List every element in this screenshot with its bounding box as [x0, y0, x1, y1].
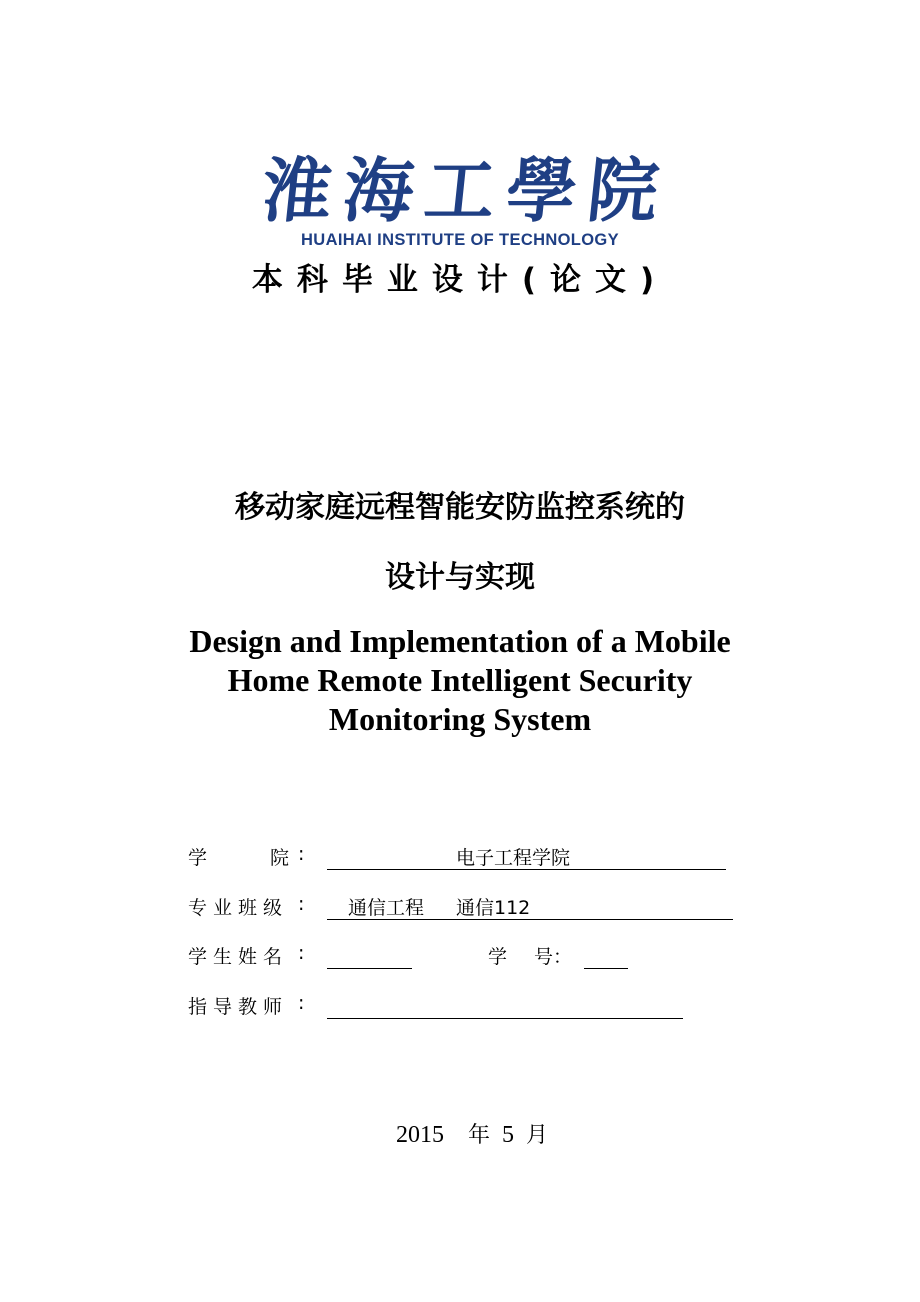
- date-year-unit: 年: [468, 1123, 491, 1148]
- chinese-title-line1: 移动家庭远程智能安防监控系统的: [235, 490, 685, 525]
- major-class-label: 专业班级: [188, 897, 289, 919]
- english-title-line2: Home Remote Intelligent Security: [227, 662, 693, 698]
- date-month: 5: [502, 1122, 515, 1148]
- submission-date: [396, 1118, 548, 1149]
- logo-char: 海: [339, 149, 418, 232]
- student-name-underline: [327, 967, 412, 969]
- advisor-underline: [327, 1017, 683, 1019]
- english-title-line3: Monitoring System: [328, 701, 592, 737]
- logo-english-name: HUAIHAI INSTITUTE OF TECHNOLOGY: [301, 231, 619, 249]
- student-id-label-char1: 学: [488, 946, 514, 968]
- document-type: 本科毕业设计(论文): [251, 262, 669, 298]
- student-id-underline: [584, 967, 628, 969]
- colon: :: [298, 843, 305, 865]
- college-label-char1: 学: [188, 847, 214, 869]
- major-value: 通信工程: [348, 897, 425, 919]
- date-year: 2015: [396, 1122, 444, 1148]
- date-month-unit: 月: [526, 1123, 549, 1148]
- logo-chinese-name: [257, 148, 662, 234]
- class-value: 通信112: [456, 897, 531, 919]
- student-id-label-char2: 号：: [534, 946, 573, 968]
- colon: :: [298, 992, 305, 1014]
- student-name-label: 学生姓名: [188, 946, 289, 968]
- logo-char: 學: [502, 149, 581, 232]
- college-label-char2: 院: [270, 847, 296, 869]
- logo-char: 院: [583, 149, 663, 232]
- colon: :: [298, 893, 305, 915]
- english-title-line1: Design and Implementation of a Mobile: [189, 623, 731, 659]
- college-value: 电子工程学院: [456, 847, 571, 869]
- english-title: [0, 622, 920, 739]
- colon: :: [298, 942, 305, 964]
- advisor-label: 指导教师: [188, 996, 289, 1018]
- chinese-title-line2: 设计与实现: [385, 560, 535, 595]
- logo-char: 工: [420, 149, 500, 232]
- logo-char: 淮: [257, 149, 337, 232]
